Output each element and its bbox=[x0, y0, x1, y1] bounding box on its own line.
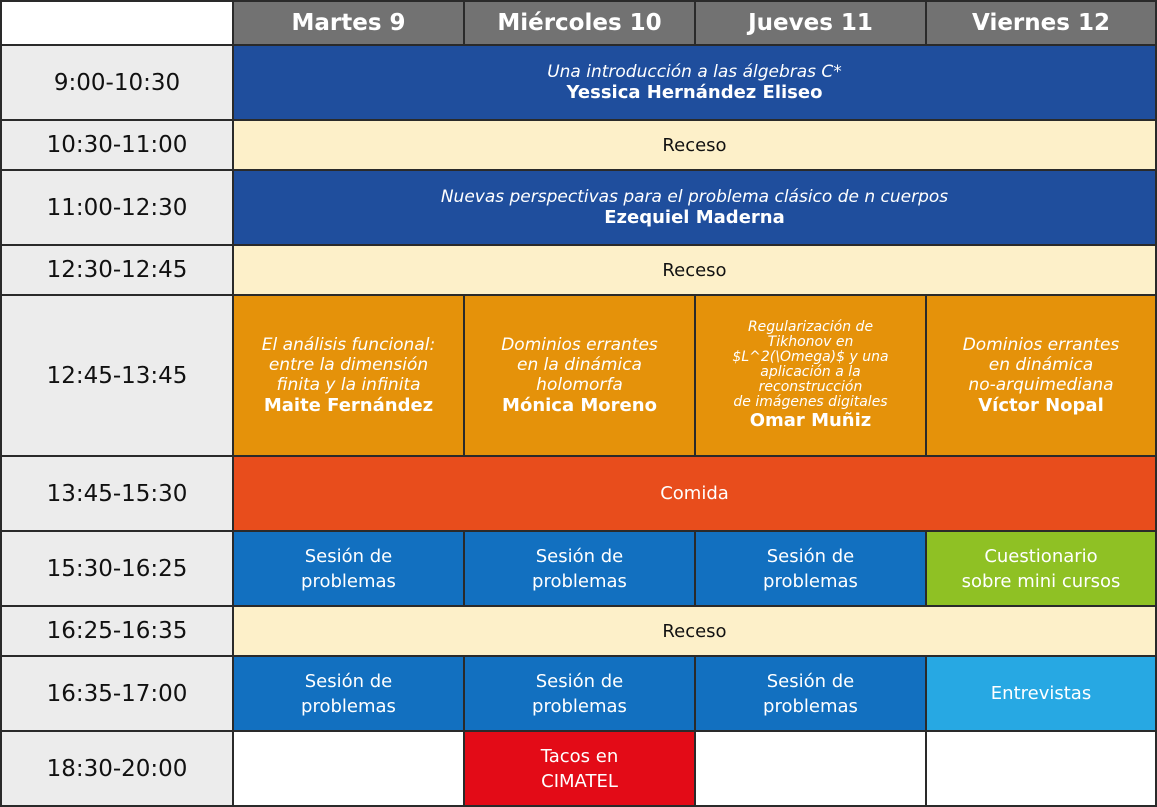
session-cell bbox=[464, 531, 695, 606]
talk-title-line: en dinámica bbox=[988, 355, 1094, 375]
session-cell bbox=[233, 531, 464, 606]
questionnaire-line: sobre mini cursos bbox=[961, 570, 1121, 592]
session-line: Sesión de bbox=[535, 670, 624, 692]
talk-cell-friday bbox=[926, 295, 1156, 456]
talk-author: Yessica Hernández Eliseo bbox=[566, 82, 823, 103]
corner-cell bbox=[1, 1, 233, 45]
talk-title: Nuevas perspectivas para el problema clásico de n cuerpos bbox=[440, 187, 949, 207]
time-slot: 12:45-13:45 bbox=[1, 295, 233, 456]
schedule-row bbox=[1, 245, 1156, 295]
talk-author: Víctor Nopal bbox=[978, 395, 1104, 416]
talk-title-line: aplicación a la bbox=[760, 364, 861, 380]
time-slot: 10:30-11:00 bbox=[1, 120, 233, 170]
session-line: Sesión de bbox=[766, 670, 855, 692]
time-slot: 15:30-16:25 bbox=[1, 531, 233, 606]
session-line: problemas bbox=[301, 570, 396, 592]
talk-title-line: de imágenes digitales bbox=[733, 394, 888, 410]
day-header-friday: Viernes 12 bbox=[926, 1, 1156, 45]
session-line: Sesión de bbox=[535, 545, 624, 567]
time-slot: 18:30-20:00 bbox=[1, 731, 233, 806]
tacos-cell bbox=[464, 731, 695, 806]
talk-title: Una introducción a las álgebras C* bbox=[547, 62, 842, 82]
break-cell: Receso bbox=[233, 120, 1156, 170]
talk-title-line: en la dinámica bbox=[517, 355, 642, 375]
time-slot: 11:00-12:30 bbox=[1, 170, 233, 245]
empty-cell bbox=[926, 731, 1156, 806]
day-header-thursday: Jueves 11 bbox=[695, 1, 926, 45]
schedule-row bbox=[1, 295, 1156, 456]
talk-author: Omar Muñiz bbox=[749, 410, 872, 431]
session-cell bbox=[464, 656, 695, 731]
time-slot: 9:00-10:30 bbox=[1, 45, 233, 120]
talk-title-line: finita y la infinita bbox=[276, 375, 421, 395]
talk-cell-thursday bbox=[695, 295, 926, 456]
talk-cell-tuesday bbox=[233, 295, 464, 456]
talk-author: Maite Fernández bbox=[263, 395, 434, 416]
session-cell bbox=[695, 656, 926, 731]
empty-cell bbox=[695, 731, 926, 806]
talk-title-line: entre la dimensión bbox=[268, 355, 429, 375]
minicourse-cell bbox=[233, 45, 1156, 120]
day-header-tuesday: Martes 9 bbox=[233, 1, 464, 45]
talk-title-line: Dominios errantes bbox=[962, 335, 1120, 355]
break-cell: Receso bbox=[233, 606, 1156, 656]
session-line: problemas bbox=[532, 570, 627, 592]
session-cell bbox=[233, 656, 464, 731]
talk-title-line: El análisis funcional: bbox=[261, 335, 436, 355]
talk-title-line: $L^2(\Omega)$ y una bbox=[732, 349, 889, 365]
time-slot: 13:45-15:30 bbox=[1, 456, 233, 531]
time-slot: 12:30-12:45 bbox=[1, 245, 233, 295]
session-line: problemas bbox=[763, 695, 858, 717]
questionnaire-line: Cuestionario bbox=[984, 545, 1098, 567]
schedule-row bbox=[1, 456, 1156, 531]
talk-title-line: Dominios errantes bbox=[501, 335, 658, 355]
talk-title-line: holomorfa bbox=[536, 375, 623, 395]
session-line: Sesión de bbox=[304, 545, 393, 567]
session-line: Sesión de bbox=[304, 670, 393, 692]
talk-cell-wednesday bbox=[464, 295, 695, 456]
session-line: problemas bbox=[763, 570, 858, 592]
minicourse-cell bbox=[233, 170, 1156, 245]
tacos-line: CIMATEL bbox=[541, 770, 618, 792]
break-cell: Receso bbox=[233, 245, 1156, 295]
schedule-row bbox=[1, 656, 1156, 731]
empty-cell bbox=[233, 731, 464, 806]
session-cell bbox=[695, 531, 926, 606]
talk-title-line: no-arquimediana bbox=[968, 375, 1114, 395]
tacos-line: Tacos en bbox=[540, 745, 619, 767]
day-header-wednesday: Miércoles 10 bbox=[464, 1, 695, 45]
talk-title-line: Tikhonov en bbox=[767, 334, 854, 350]
session-line: problemas bbox=[301, 695, 396, 717]
session-line: Sesión de bbox=[766, 545, 855, 567]
talk-title-line: Regularización de bbox=[747, 319, 874, 335]
interviews-cell: Entrevistas bbox=[926, 656, 1156, 731]
header-row bbox=[1, 1, 1156, 45]
talk-author: Mónica Moreno bbox=[502, 395, 657, 416]
lunch-cell: Comida bbox=[233, 456, 1156, 531]
time-slot: 16:25-16:35 bbox=[1, 606, 233, 656]
schedule-row bbox=[1, 731, 1156, 806]
schedule-row bbox=[1, 120, 1156, 170]
schedule-row bbox=[1, 606, 1156, 656]
talk-author: Ezequiel Maderna bbox=[604, 207, 785, 228]
schedule-row bbox=[1, 531, 1156, 606]
questionnaire-cell bbox=[926, 531, 1156, 606]
schedule-row bbox=[1, 170, 1156, 245]
talk-title-line: reconstrucción bbox=[758, 379, 863, 395]
schedule-row bbox=[1, 45, 1156, 120]
session-line: problemas bbox=[532, 695, 627, 717]
time-slot: 16:35-17:00 bbox=[1, 656, 233, 731]
